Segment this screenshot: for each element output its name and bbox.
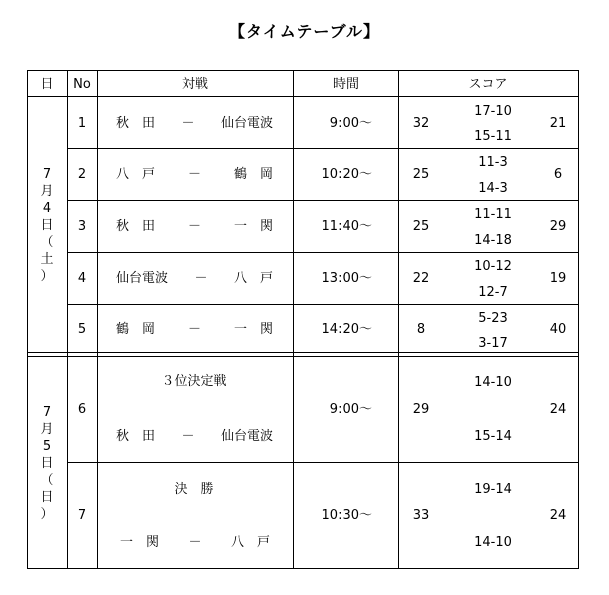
team-a: 仙台電波 — [116, 271, 169, 286]
matchup — [116, 220, 273, 233]
score-a: 32 — [412, 116, 430, 131]
column-divider — [67, 70, 68, 569]
score-a: 25 — [412, 167, 430, 182]
set-score: 17-10 — [474, 104, 512, 119]
column-divider — [97, 70, 98, 569]
set-score: 14-10 — [474, 535, 512, 550]
matchup — [120, 536, 270, 549]
score-b: 6 — [553, 167, 563, 182]
matchup — [116, 430, 273, 443]
set-score: 12-7 — [478, 285, 508, 300]
start-time: 13:00～ — [321, 271, 372, 286]
match-number: 3 — [77, 219, 87, 234]
team-a: 秋 田 — [116, 219, 156, 234]
column-divider — [398, 70, 399, 569]
score-b: 24 — [549, 402, 567, 417]
match-number: 2 — [77, 167, 87, 182]
versus-dash: － — [181, 429, 195, 444]
versus-dash: － — [181, 116, 195, 131]
team-a: 鶴 岡 — [116, 322, 156, 337]
score-b: 24 — [549, 508, 567, 523]
row-divider — [67, 304, 579, 305]
versus-dash: － — [194, 271, 208, 286]
table-border-left — [27, 70, 28, 569]
matchup — [116, 117, 273, 130]
day-label: 7 月 5 日 （ 日 ） — [40, 405, 54, 522]
header-score: スコア — [468, 77, 508, 92]
column-divider — [293, 70, 294, 569]
matchup — [116, 272, 273, 285]
day-label: 7 月 4 日 （ 土 ） — [40, 167, 54, 284]
set-score: 14-10 — [474, 375, 512, 390]
set-score: 11-11 — [474, 207, 512, 222]
header-day: 日 — [40, 77, 54, 92]
score-b: 29 — [549, 219, 567, 234]
match-heading: 決 勝 — [174, 482, 214, 497]
match-number: 4 — [77, 271, 87, 286]
row-divider — [67, 200, 579, 201]
table-border-bottom — [27, 568, 579, 569]
team-b: 仙台電波 — [220, 116, 273, 131]
set-score: 11-3 — [478, 155, 508, 170]
team-a: 八 戸 — [116, 167, 156, 182]
team-b: 一 関 — [233, 322, 273, 337]
set-score: 14-3 — [478, 181, 508, 196]
team-b: 八 戸 — [233, 271, 273, 286]
team-a: 秋 田 — [116, 429, 156, 444]
match-number: 1 — [77, 116, 87, 131]
set-score: 3-17 — [478, 336, 508, 351]
day-divider — [27, 352, 579, 353]
set-score: 15-14 — [474, 429, 512, 444]
set-score: 5-23 — [478, 311, 508, 326]
score-a: 22 — [412, 271, 430, 286]
versus-dash: － — [187, 322, 201, 337]
score-a: 33 — [412, 508, 430, 523]
start-time: 10:20～ — [321, 167, 372, 182]
row-divider — [67, 462, 579, 463]
start-time: 14:20～ — [321, 322, 372, 337]
match-number: 5 — [77, 322, 87, 337]
team-b: 一 関 — [233, 219, 273, 234]
versus-dash: － — [187, 219, 201, 234]
score-a: 8 — [416, 322, 426, 337]
header-divider — [27, 96, 579, 97]
match-number: 6 — [77, 402, 87, 417]
match-heading: ３位決定戦 — [161, 374, 227, 389]
row-divider — [67, 148, 579, 149]
score-a: 29 — [412, 402, 430, 417]
set-score: 14-18 — [474, 233, 512, 248]
day-divider — [27, 356, 579, 357]
score-b: 21 — [549, 116, 567, 131]
set-score: 10-12 — [474, 259, 512, 274]
table-border-right — [578, 70, 579, 569]
team-a: 秋 田 — [116, 116, 156, 131]
matchup — [116, 168, 273, 181]
match-number: 7 — [77, 508, 87, 523]
start-time: 10:30～ — [321, 508, 372, 523]
table-border-top — [27, 70, 579, 71]
set-score: 19-14 — [474, 482, 512, 497]
start-time: 9:00～ — [329, 116, 372, 131]
start-time: 9:00～ — [329, 402, 372, 417]
header-time: 時間 — [332, 77, 360, 92]
set-score: 15-11 — [474, 129, 512, 144]
score-b: 40 — [549, 322, 567, 337]
header-match: 対戦 — [181, 77, 209, 92]
versus-dash: － — [188, 535, 202, 550]
team-b: 鶴 岡 — [233, 167, 273, 182]
team-b: 仙台電波 — [220, 429, 273, 444]
score-a: 25 — [412, 219, 430, 234]
start-time: 11:40～ — [321, 219, 372, 234]
team-a: 一 関 — [120, 535, 160, 550]
matchup — [116, 323, 273, 336]
score-b: 19 — [549, 271, 567, 286]
header-no: No — [73, 77, 91, 92]
versus-dash: － — [187, 167, 201, 182]
row-divider — [67, 252, 579, 253]
team-b: 八 戸 — [230, 535, 270, 550]
page-title: 【タイムテーブル】 — [229, 22, 380, 41]
